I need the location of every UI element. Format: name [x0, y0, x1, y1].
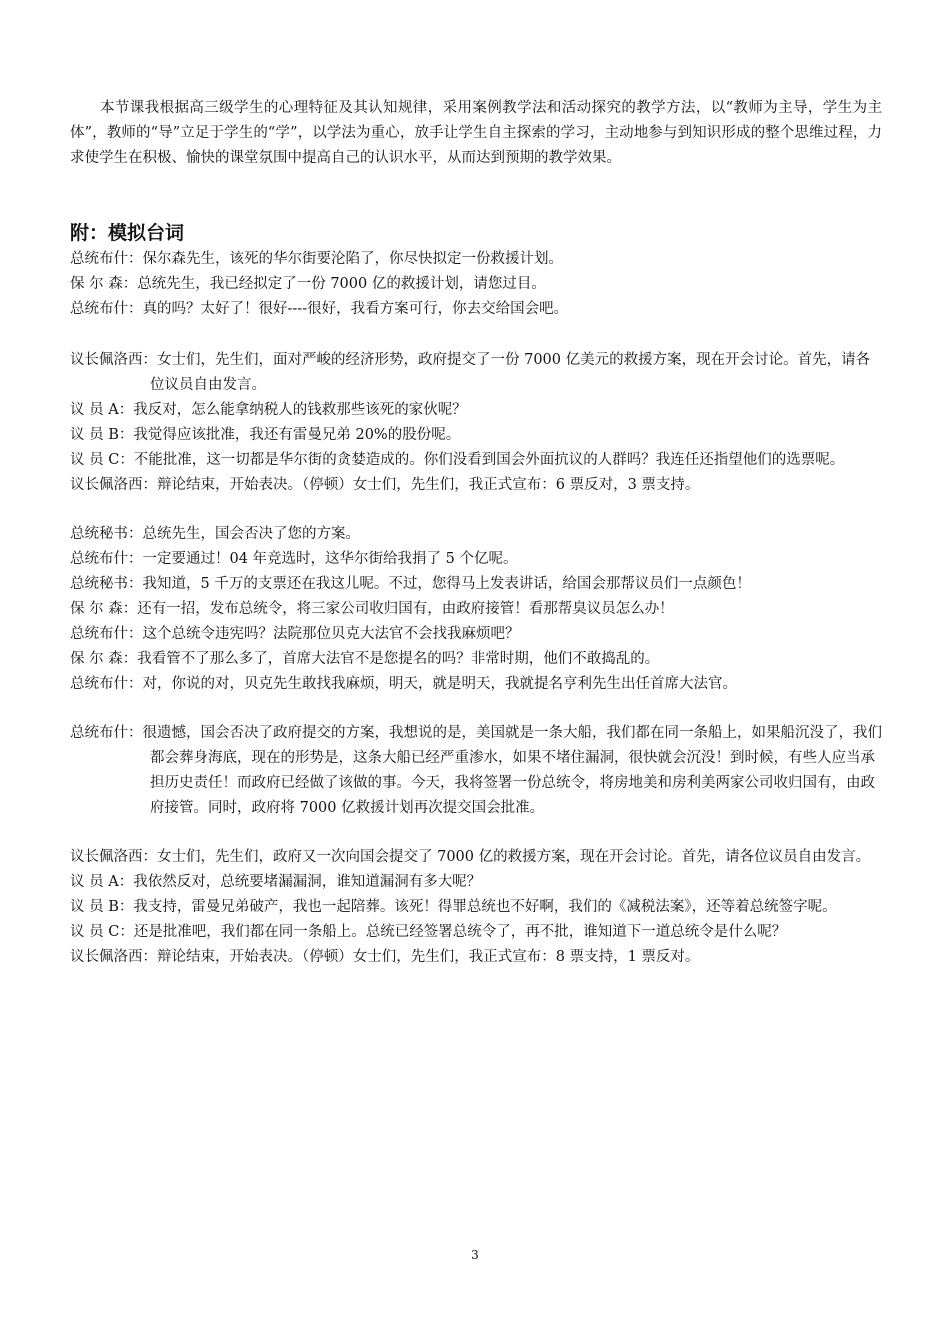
dialogue-line: 总统布什：保尔森先生，该死的华尔街要沦陷了，你尽快拟定一份救援计划。	[70, 251, 563, 267]
dialogue-line: 议 员 B：我觉得应该批准，我还有雷曼兄弟 20%的股份呢。	[70, 427, 461, 443]
dialogue-script	[70, 247, 884, 970]
dialogue-line: 议长佩洛西：女士们，先生们，面对严峻的经济形势，政府提交了一份 7000 亿美元的救援方案，现在开会讨论。首先，请各位议员自由发言。	[70, 352, 871, 393]
intro-paragraph: 本节课我根据高三级学生的心理特征及其认知规律，采用案例教学法和活动探究的教学方法，以“教师为主导，学生为主体”，教师的“导”立足于学生的“学”，以学法为重心，放手让学生自主探索的学习，主动地参与到知识形成的整个思维过程，力求使学生在积极、愉快的课堂氛围中提高自己的认识水平，从而达到预期的教学效果。	[70, 100, 882, 166]
dialogue-line: 议 员 C：还是批准吧，我们都在同一条船上。总统已经签署总统令了，再不批，谁知道下一道总统令是什么呢？	[70, 924, 787, 940]
dialogue-line: 议长佩洛西：辩论结束，开始表决。（停顿）女士们，先生们，我正式宣布：8 票支持，1 票反对。	[70, 949, 700, 965]
dialogue-line: 总统布什：一定要通过！04 年竞选时，这华尔街给我捐了 5 个亿呢。	[70, 551, 518, 567]
dialogue-line: 议长佩洛西：辩论结束，开始表决。（停顿）女士们，先生们，我正式宣布：6 票反对，3 票支持。	[70, 477, 700, 493]
dialogue-line: 保 尔 森：我看管不了那么多了，首席大法官不是您提名的吗？非常时期，他们不敢捣乱的。	[70, 651, 660, 667]
dialogue-line: 议 员 B：我支持，雷曼兄弟破产，我也一起陪葬。该死！得罪总统也不好啊，我们的《减税法案》，还等着总统签字呢。	[70, 899, 837, 915]
dialogue-line: 总统布什：真的吗？太好了！很好----很好，我看方案可行，你去交给国会吧。	[70, 301, 569, 317]
page-number: 3	[471, 1248, 479, 1262]
dialogue-line: 议 员 A：我依然反对，总统要堵漏漏洞，谁知道漏洞有多大呢？	[70, 874, 482, 890]
dialogue-line: 总统秘书：总统先生，国会否决了您的方案。	[70, 526, 360, 542]
dialogue-line: 总统布什：很遗憾，国会否决了政府提交的方案，我想说的是，美国就是一条大船，我们都在同一条船上，如果船沉没了，我们都会葬身海底，现在的形势是，这条大船已经严重渗水，如果不堵住漏洞，很快就会沉没！到时候，有些人应当承担历史责任！而政府已经做了该做的事。今天，我将签署一份总统令，将房地美和房利美两家公司收归国有，由政府接管。同时，政府将 7000 亿救援计划再次提交国会批准。	[70, 725, 882, 816]
dialogue-line: 议 员 C：不能批准，这一切都是华尔街的贪婪造成的。你们没看到国会外面抗议的人群吗？我连任还指望他们的选票呢。	[70, 452, 845, 468]
dialogue-line: 总统布什：对，你说的对，贝克先生敢找我麻烦，明天，就是明天，我就提名亨利先生出任首席大法官。	[70, 676, 737, 692]
dialogue-line: 总统秘书：我知道，5 千万的支票还在我这儿呢。不过，您得马上发表讲话，给国会那帮议员们一点颜色！	[70, 576, 751, 592]
dialogue-line: 议长佩洛西：女士们，先生们，政府又一次向国会提交了 7000 亿的救援方案，现在开会讨论。首先，请各位议员自由发言。	[70, 849, 871, 865]
section-heading: 附：模拟台词	[70, 222, 185, 244]
dialogue-line: 保 尔 森：还有一招，发布总统令，将三家公司收归国有，由政府接管！看那帮臭议员怎么办！	[70, 601, 674, 617]
dialogue-line: 议 员 A：我反对，怎么能拿纳税人的钱救那些该死的家伙呢？	[70, 402, 467, 418]
dialogue-line: 总统布什：这个总统令违宪吗？法院那位贝克大法官不会找我麻烦吧？	[70, 626, 520, 642]
dialogue-line: 保 尔 森：总统先生，我已经拟定了一份 7000 亿的救援计划，请您过目。	[70, 276, 546, 292]
